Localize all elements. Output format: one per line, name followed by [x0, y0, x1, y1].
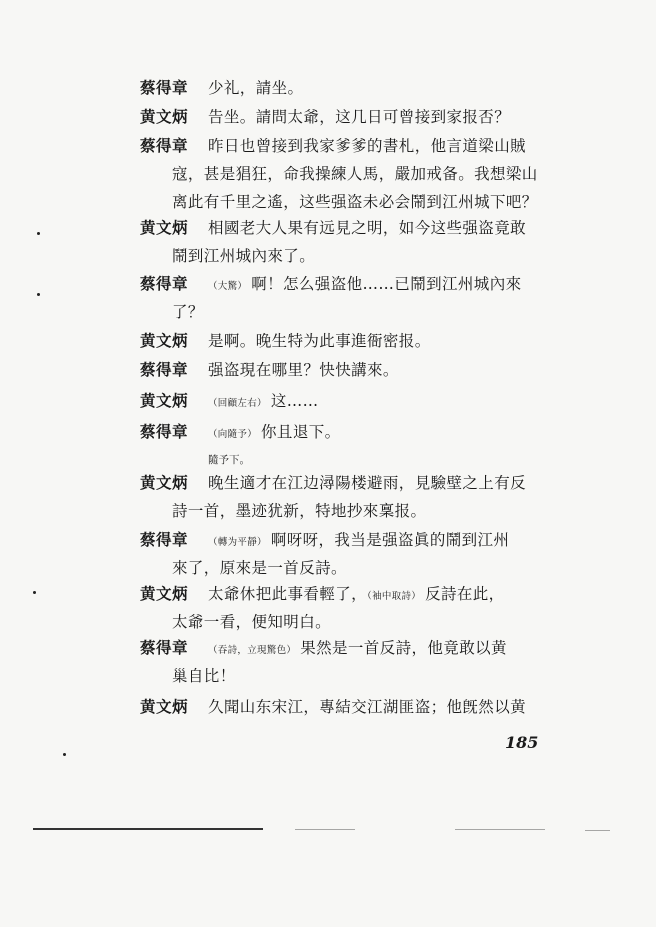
speaker-name: 蔡得章 [140, 422, 189, 441]
speech-continuation: 太爺一看，便知明白。 [172, 613, 332, 631]
scan-mark [37, 293, 40, 296]
speech-continuation: 詩一首，墨迹犹新，特地抄來稟报。 [172, 502, 427, 520]
speech-segment: 这…… [270, 392, 319, 410]
stage-direction: （袖中取詩） [367, 591, 422, 602]
stage-direction: （回顧左右） [208, 398, 267, 409]
speaker-name: 蔡得章 [140, 78, 189, 97]
speech-segment: 反詩在此， [425, 585, 505, 603]
speech-segment: 你且退下。 [261, 423, 341, 441]
scan-mark [63, 753, 66, 756]
speech-segment: 啊呀呀，我当是强盗眞的鬧到江州 [270, 531, 510, 549]
speech-text [208, 78, 303, 98]
speech-segment: 告坐。請問太爺，这几日可曾接到家报否？ [208, 108, 511, 126]
speech-segment: 少礼，請坐。 [208, 79, 304, 97]
speech-segment: 果然是一首反詩，他竟敢以黄 [300, 639, 507, 657]
speaker-name: 蔡得章 [140, 530, 189, 549]
speech-text [208, 638, 507, 661]
speech-text [208, 274, 522, 297]
speaker-name: 蔡得章 [140, 360, 189, 379]
speech-continuation: 寇，甚是猖狂，命我操練人馬，嚴加戒备。我想梁山 [172, 165, 538, 183]
speech-text [208, 107, 510, 127]
speech-segment: 太爺休把此事看輕了， [208, 585, 368, 603]
scan-edge-line [585, 830, 610, 831]
speech-segment: 相國老大人果有远見之明，如今这些强盗竟敢 [208, 219, 527, 237]
speech-text [208, 331, 431, 351]
speech-segment: 强盗現在哪里？快快講來。 [208, 361, 399, 379]
speaker-name: 黄文炳 [140, 697, 189, 716]
speaker-name: 蔡得章 [140, 638, 189, 657]
speech-continuation: 來了，原來是一首反詩。 [172, 559, 347, 577]
stage-direction: （向隨予） [208, 429, 258, 440]
speech-segment: 晚生適才在江边潯陽楼避雨，見驗壁之上有反 [208, 474, 527, 492]
speaker-name: 黄文炳 [140, 584, 189, 603]
speaker-name: 黄文炳 [140, 331, 189, 350]
speech-continuation: 鬧到江州城內來了。 [172, 247, 316, 265]
speech-text [208, 584, 505, 607]
speech-segment: 是啊。晚生特为此事進衙密报。 [208, 332, 431, 350]
speaker-name: 黄文炳 [140, 218, 189, 237]
speech-segment: 久聞山东宋江，專結交江湖匪盗；他旣然以黄 [208, 698, 527, 716]
speech-text [208, 473, 526, 493]
speech-text [208, 218, 526, 238]
stage-direction: 隨予下。 [208, 454, 250, 466]
scan-mark [37, 232, 40, 235]
speech-segment: 昨日也曾接到我家爹爹的書札，他言道梁山賊 [208, 137, 527, 155]
speech-text [208, 530, 509, 553]
speech-text [208, 697, 526, 717]
page-number: 185 [505, 733, 539, 752]
speech-continuation: 离此有千里之遙，这些强盗未必会鬧到江州城下吧？ [172, 193, 538, 211]
speech-text [208, 391, 319, 414]
speaker-name: 蔡得章 [140, 136, 189, 155]
scan-edge-line [455, 829, 545, 830]
speech-text [208, 360, 399, 380]
speaker-name: 黄文炳 [140, 473, 189, 492]
scan-edge-line [295, 829, 355, 830]
speech-text [208, 136, 526, 156]
speech-continuation: 了？ [172, 303, 204, 321]
speech-continuation: 巢自比！ [172, 667, 236, 685]
speech-text [208, 422, 341, 445]
scan-edge-line [33, 828, 263, 830]
scan-mark [33, 591, 36, 594]
speech-segment: 啊！怎么强盗他……已鬧到江州城內來 [251, 275, 522, 293]
stage-direction: （轉为平靜） [208, 537, 267, 548]
speaker-name: 蔡得章 [140, 274, 189, 293]
stage-direction: （大驚） [208, 281, 248, 292]
speaker-name: 黄文炳 [140, 107, 189, 126]
stage-direction: （吞詩，立現驚色） [208, 645, 297, 656]
speaker-name: 黄文炳 [140, 391, 189, 410]
